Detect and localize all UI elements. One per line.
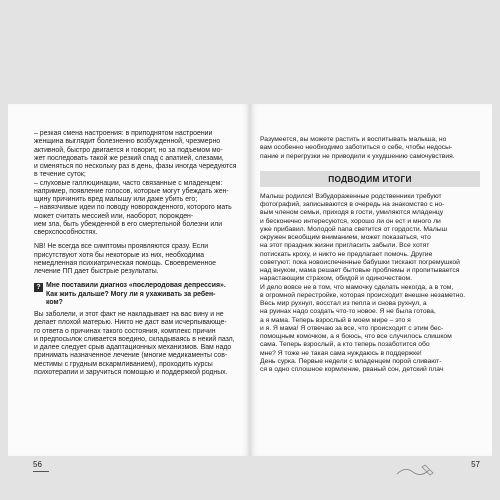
text-line: советуют: пока новоиспеченные бабушки тискают погремушкой — [260, 258, 460, 266]
text-line: психотерапии и заручиться помощью и поддержкой родных. — [34, 368, 228, 376]
text-line: присутствуют хотя бы некоторые из них, необходима — [34, 251, 205, 259]
text-line: в огромной перестройке, которая происходит внешне незаметно. — [260, 291, 466, 299]
text-line: потискать кроху, и никто не предлагает помочь. Другие — [260, 250, 433, 258]
text-line: жет последовать такой же резкий спад с апатией, слезами, — [34, 154, 224, 162]
question-block — [34, 282, 246, 307]
text-line: на этот праздник жизни пригласить забыли. Все хотят — [260, 242, 430, 250]
text-line: – резкая смена настроения: в приподнятом настроении — [34, 130, 213, 137]
question-line: Как жить дальше? Могу ли я ухаживать за ребен- — [46, 290, 216, 298]
page-number-right: 57 — [471, 460, 480, 469]
text-line: – слуховые галлюцинации, часто связанные с младенцем: — [34, 179, 223, 187]
text-line: например, появление голосов, которые могут убеждать жен- — [34, 187, 229, 195]
nb-paragraph — [34, 243, 246, 276]
text-line: ием зла, быть убежденной в его смертельной болезни или — [34, 220, 223, 228]
text-line: и далее следует срыв адаптационных механизмов. Вам надо — [34, 344, 232, 351]
page-number-rule — [33, 471, 49, 472]
text-line: помощным комочком, а я боюсь, что все случилось слишком — [260, 333, 452, 340]
text-line: в течение суток; — [34, 171, 86, 179]
text-line: И дело вовсе не в том, что мамочку сделать некогда, а в том, — [260, 283, 454, 291]
text-line: NB! Не всегда все симптомы проявляются сразу. Если — [34, 243, 209, 251]
question-heading — [46, 282, 246, 307]
pen-doodle-icon — [395, 462, 437, 478]
intro-paragraph — [260, 136, 480, 161]
text-line: делает плохой матерью. Никто не даст вам исчерпывающе- — [34, 319, 227, 327]
text-line: вам особенно необходимо заботиться о себе, чтобы недосы- — [260, 144, 453, 152]
text-line: нарастающим страхом, обидой и одиночеством. — [260, 275, 412, 283]
text-line: а я мама. Теперь взрослый в моем мире – это я — [260, 316, 411, 324]
text-line: ся в одно сплошное кормление, рваный сон, детский плач — [260, 366, 444, 373]
text-line: Разумеется, вы можете растить и воспитывать малыша, но — [260, 136, 447, 143]
text-line: и я. Я мама! Я отвечаю за все, что происходит с этим бес- — [260, 324, 444, 332]
text-line: Малыш родился! Взбудораженные родственники требуют — [260, 192, 442, 200]
text-line: фотографий, записываются в очередь на знакомство с но- — [260, 201, 445, 208]
text-line: и бесконечно интересуются, хорошо ли он ест и много ли — [260, 217, 441, 225]
text-line: пание и перегрузки не приводили к ухудшению самочувствия. — [260, 152, 455, 160]
text-line: уже прибавил. Молодой папа светится от гордости. Малыш — [260, 225, 448, 233]
text-line: активной, быстро двигается и говорит, но за подъемом мо- — [34, 146, 223, 154]
text-line: над внуком, мама решает бытовые проблемы и пропитывается — [260, 267, 460, 274]
text-line: сама. Теперь взрослый, а кто теперь позаботится обо — [260, 341, 430, 349]
text-line: принимать назначенное лечение (многие медикаменты сов- — [34, 352, 228, 360]
text-line: Весь мир рухнул, восстал из пепла и снова рухнул, а — [260, 300, 427, 307]
right-page — [250, 104, 492, 469]
text-line: День сурка. Первые недели с младенцем порой сливают- — [260, 357, 442, 365]
text-line: и предпосылок сливается воедино, складываясь в некий пазл, — [34, 335, 235, 343]
question-line: ком? — [46, 298, 63, 306]
text-line: – навязчивые идеи по поводу новорожденного, которого мать — [34, 204, 232, 212]
symptom-list — [34, 130, 246, 237]
page-number-left: 56 — [33, 460, 42, 469]
left-page — [8, 104, 250, 469]
summary-body — [260, 193, 480, 375]
text-line: немедленная психиатрическая помощь. Своевременное — [34, 259, 216, 267]
section-heading-wrap — [260, 171, 480, 189]
text-line: лечение ПП дает быстрые результаты. — [34, 268, 159, 275]
text-line: вым членом семьи, приходя в гости, умиляются младенцу — [260, 209, 444, 217]
text-line: на руинах надо создать что-то новое. Я не была готова, — [260, 308, 436, 316]
text-line: мне? Я тоже не такая сама нуждаюсь в поддержке! — [260, 349, 422, 357]
question-line: Мне поставили диагноз «послеродовая депрессия». — [46, 282, 226, 290]
left-text-column — [34, 130, 246, 377]
text-line: сверхспособностях. — [34, 229, 98, 236]
text-line: местимы с грудным вскармливанием), проходить курсы — [34, 360, 213, 368]
text-line: окружен всеобщим вниманием, может показаться, что — [260, 234, 431, 241]
question-mark-icon: ? — [34, 283, 43, 292]
section-title: ПОДВОДИМ ИТОГИ — [260, 171, 480, 187]
answer-paragraph — [34, 311, 246, 377]
right-text-column — [260, 136, 480, 374]
text-line: щину причинить вред малышу или даже убить его; — [34, 196, 198, 203]
text-line: женщина выглядит болезненно возбужденной, чрезмерно — [34, 138, 221, 146]
text-line: и сменяться по нескольку раз в день, фазы иногда чередуются — [34, 163, 237, 170]
text-line: может считать мессией или, наоборот, порожден- — [34, 212, 194, 220]
text-line: го ответа о причинах такого состояния, комплекс причин — [34, 327, 216, 335]
text-line: Вы заболели, и этот факт не накладывает на вас вину и не — [34, 311, 224, 318]
